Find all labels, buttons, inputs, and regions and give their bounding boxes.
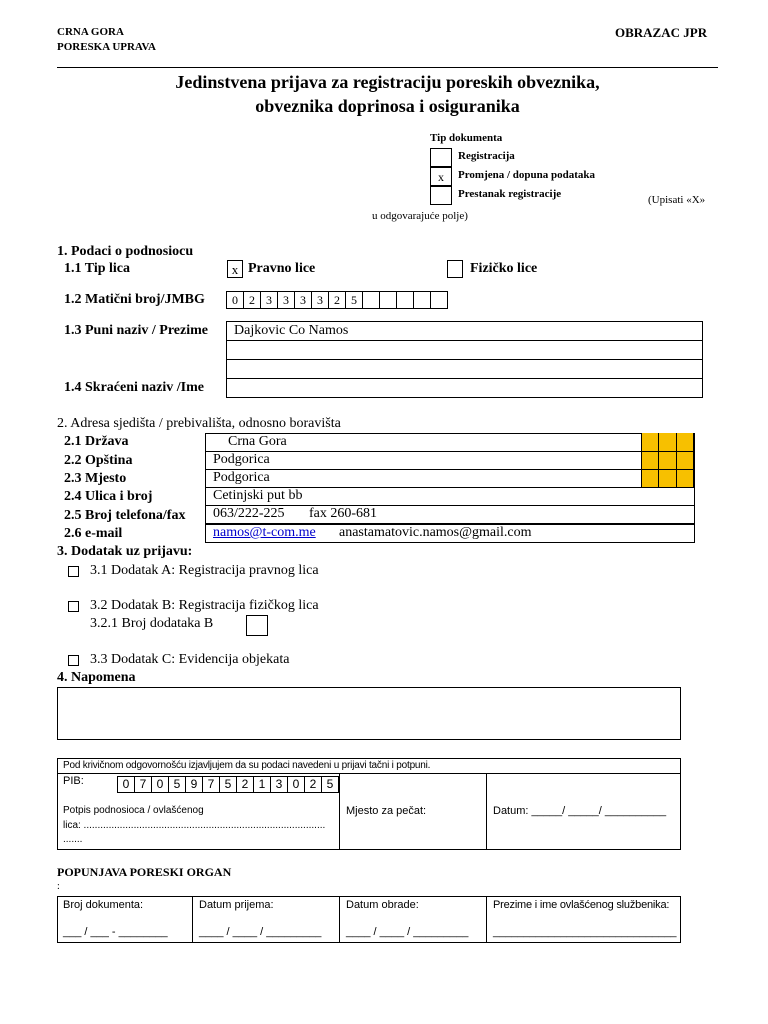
section1-title: 1. Podaci o podnosiocu [57, 244, 194, 259]
pib-digit-cell[interactable]: 7 [202, 776, 220, 793]
pib-digit-cell[interactable]: 5 [168, 776, 186, 793]
pib-digit-cell[interactable]: 0 [117, 776, 135, 793]
pib-digit-cell[interactable]: 5 [219, 776, 237, 793]
municipality-label: 2.2 Opština [64, 453, 133, 468]
place-value: Podgorica [213, 470, 270, 485]
declaration-divider [57, 773, 681, 774]
full-name-value: Dajkovic Co Namos [234, 323, 349, 338]
signature-label-line2[interactable]: lica: ....................................................................................... [63, 820, 326, 831]
doc-type-change-checkbox[interactable]: x [430, 167, 452, 186]
email-primary-link[interactable]: namos@t-com.me [213, 525, 316, 540]
attachment-b-checkbox[interactable] [68, 601, 79, 612]
id-number-digit-cell[interactable]: 3 [277, 291, 295, 309]
attachment-b-count-label: 3.2.1 Broj dodataka B [90, 616, 214, 631]
email-field[interactable] [205, 524, 695, 543]
natural-person-label: Fizičko lice [470, 261, 538, 276]
form-title-line1: Jedinstvena prijava za registraciju poreskih obveznika, [175, 72, 600, 92]
phone-label: 2.5 Broj telefona/fax [64, 508, 186, 523]
receipt-date-label: Datum prijema: [199, 899, 274, 911]
id-number-digit-cell[interactable] [362, 291, 380, 309]
short-name-field[interactable] [226, 378, 703, 398]
declaration-divider [339, 773, 340, 850]
id-number-digit-cell[interactable] [379, 291, 397, 309]
id-number-digit-cell[interactable]: 3 [294, 291, 312, 309]
fax-value: fax 260-681 [309, 506, 378, 521]
pib-digit-cell[interactable]: 3 [270, 776, 288, 793]
id-number-digit-cell[interactable]: 3 [311, 291, 329, 309]
declaration-date-field[interactable]: Datum: _____/ _____/ __________ [493, 805, 667, 817]
short-name-field-line1[interactable] [226, 359, 703, 379]
pib-digit-cell[interactable]: 2 [236, 776, 254, 793]
person-type-label: 1.1 Tip lica [64, 261, 131, 276]
id-number-digit-cell[interactable]: 2 [243, 291, 261, 309]
attachment-b-count-field[interactable] [246, 615, 268, 636]
legal-entity-checkbox[interactable]: x [227, 260, 243, 278]
id-number-digit-cell[interactable] [413, 291, 431, 309]
attachment-a-label: 3.1 Dodatak A: Registracija pravnog lica [90, 563, 319, 578]
street-value: Cetinjski put bb [213, 488, 303, 503]
email-label: 2.6 e-mail [64, 526, 123, 541]
section2-title: 2. Adresa sjedišta / prebivališta, odnosno boravišta [57, 416, 341, 431]
tax-office-divider [486, 896, 487, 943]
pib-label: PIB: [63, 775, 84, 787]
pib-digit-cell[interactable]: 0 [151, 776, 169, 793]
place-field[interactable] [205, 469, 695, 488]
country-code-cell-1 [641, 433, 659, 488]
attachment-a-checkbox[interactable] [68, 566, 79, 577]
country-value: Crna Gora [228, 434, 287, 449]
doc-type-registration-checkbox[interactable] [430, 148, 452, 167]
country-code-cell-2 [659, 433, 677, 488]
natural-person-checkbox[interactable] [447, 260, 463, 278]
signature-label-line3: ....... [63, 834, 83, 845]
full-name-field-line2[interactable] [226, 340, 703, 360]
pib-digit-cell[interactable]: 2 [304, 776, 322, 793]
id-number-digit-cell[interactable]: 5 [345, 291, 363, 309]
receipt-date-field[interactable]: ____ / ____ / _________ [199, 926, 322, 938]
doc-type-change-label: Promjena / dopuna podataka [458, 169, 596, 181]
code-divider [641, 469, 695, 470]
id-number-digit-cell[interactable] [430, 291, 448, 309]
doc-type-label: Tip dokumenta [430, 132, 503, 144]
processing-date-field[interactable]: ____ / ____ / _________ [346, 926, 469, 938]
tax-office-divider [339, 896, 340, 943]
id-number-digit-cell[interactable]: 2 [328, 291, 346, 309]
form-title-line2: obveznika doprinosa i osiguranika [255, 96, 520, 116]
id-number-label: 1.2 Matični broj/JMBG [64, 292, 205, 307]
short-name-label: 1.4 Skraćeni naziv /Ime [64, 380, 204, 395]
id-number-digit-cell[interactable] [396, 291, 414, 309]
code-divider [641, 433, 642, 488]
full-name-label: 1.3 Puni naziv / Prezime [64, 323, 208, 338]
pib-digit-cell[interactable]: 1 [253, 776, 271, 793]
country-label: 2.1 Država [64, 434, 129, 449]
country-code-cell-3 [677, 433, 694, 488]
tax-office-divider [192, 896, 193, 943]
street-field[interactable] [205, 487, 695, 506]
municipality-field[interactable] [205, 451, 695, 470]
doc-number-field[interactable]: ___ / ___ - ________ [63, 926, 168, 938]
org-department: PORESKA UPRAVA [57, 41, 156, 53]
phone-field[interactable] [205, 505, 695, 524]
header-rule [57, 67, 718, 68]
code-divider [641, 451, 695, 452]
attachment-b-label: 3.2 Dodatak B: Registracija fizičkog lica [90, 598, 319, 613]
attachment-c-label: 3.3 Dodatak C: Evidencija objekata [90, 652, 290, 667]
municipality-value: Podgorica [213, 452, 270, 467]
email-secondary-value: anastamatovic.namos@gmail.com [339, 525, 532, 540]
attachment-c-checkbox[interactable] [68, 655, 79, 666]
phone-value: 063/222-225 [213, 506, 285, 521]
doc-type-hint-bottom: u odgovarajuće polje) [372, 210, 468, 222]
street-label: 2.4 Ulica i broj [64, 489, 153, 504]
tax-office-title: POPUNJAVA PORESKI ORGAN [57, 865, 232, 879]
org-name: CRNA GORA [57, 26, 124, 38]
section3-title: 3. Dodatak uz prijavu: [57, 544, 193, 559]
doc-number-label: Broj dokumenta: [63, 899, 144, 911]
id-number-digit-cell[interactable]: 0 [226, 291, 244, 309]
form-code: OBRAZAC JPR [615, 25, 708, 40]
doc-type-termination-label: Prestanak registracije [458, 188, 562, 200]
tax-office-colon: : [57, 881, 60, 892]
pib-digit-cell[interactable]: 0 [287, 776, 305, 793]
processing-date-label: Datum obrade: [346, 899, 419, 911]
doc-type-termination-checkbox[interactable] [430, 186, 452, 205]
country-field[interactable] [205, 433, 695, 452]
note-field[interactable] [57, 687, 681, 740]
full-name-field[interactable] [226, 321, 703, 341]
officer-name-label: Prezime i ime ovlašćenog službenika: [493, 899, 670, 911]
pib-digit-cell[interactable]: 9 [185, 776, 203, 793]
declaration-divider [486, 773, 487, 850]
pib-digit-cell[interactable]: 5 [321, 776, 339, 793]
legal-entity-label: Pravno lice [248, 261, 316, 276]
place-label: 2.3 Mjesto [64, 471, 127, 486]
pib-digit-cell[interactable]: 7 [134, 776, 152, 793]
officer-name-field[interactable]: ______________________________ [493, 926, 677, 938]
declaration-box [57, 758, 681, 850]
stamp-label: Mjesto za pečat: [346, 805, 427, 817]
declaration-text: Pod krivičnom odgovornošću izjavljujem da su podaci navedeni u prijavi tačni i potpuni. [63, 760, 431, 771]
section4-title: 4. Napomena [57, 670, 136, 685]
signature-label-line1: Potpis podnosioca / ovlašćenog [63, 805, 204, 816]
doc-type-registration-label: Registracija [458, 150, 515, 162]
doc-type-hint-right: (Upisati «X» [648, 194, 706, 206]
id-number-digit-cell[interactable]: 3 [260, 291, 278, 309]
